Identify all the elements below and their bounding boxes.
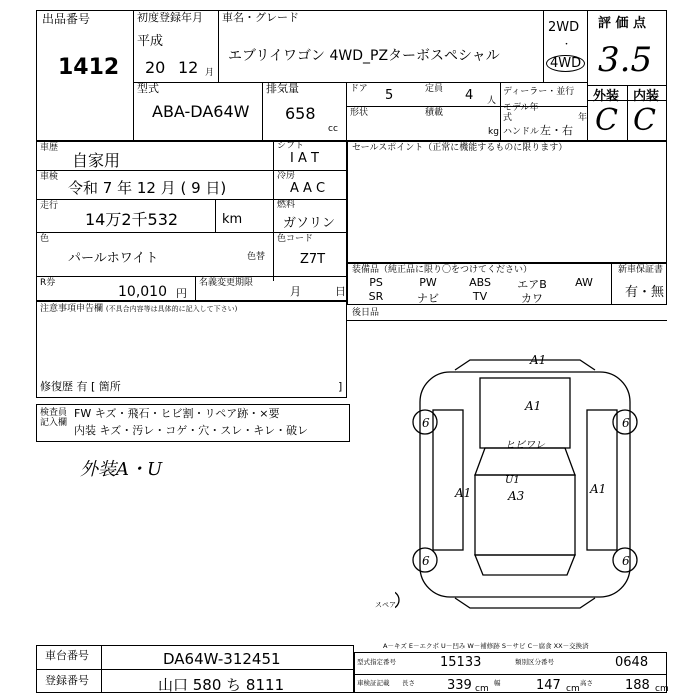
load-unit: kg (488, 127, 499, 137)
divider (500, 82, 501, 141)
drive-dot: ・ (562, 40, 572, 50)
warranty-label: 新車保証書 (618, 265, 664, 275)
color-code: Z7T (300, 252, 326, 267)
mark-tire-fr: 6 (622, 416, 630, 430)
reg-label: 登録番号 (45, 674, 89, 687)
class-label: 類別区分番号 (515, 658, 554, 666)
divider (354, 674, 667, 675)
height: 188 (625, 678, 650, 693)
inspector-line2: 内装 キズ・汚レ・コゲ・穴・スレ・キレ・破レ (74, 424, 309, 437)
lot-number: 1412 (58, 55, 120, 80)
divider (262, 82, 263, 141)
fuel: ガソリン (283, 216, 336, 231)
warranty: 有・無 (625, 285, 665, 300)
divider (346, 82, 347, 141)
tax-month: 月 (290, 285, 301, 298)
handle-label: ハンドル (503, 127, 540, 137)
left-side (433, 410, 463, 550)
tax-day: 日 (335, 285, 346, 298)
rear-bumper (455, 598, 595, 608)
recycle-unit: 円 (176, 287, 187, 300)
capacity-unit: 人 (487, 96, 497, 106)
tax-label: 名義変更期限 (199, 278, 254, 288)
model-code: ABA-DA64W (152, 102, 250, 121)
divider (36, 276, 347, 277)
reg: 山口 580 ち 8111 (158, 676, 285, 694)
divider (347, 320, 667, 321)
era: 平成 (137, 34, 164, 49)
type-label: 型式指定番号 (357, 658, 396, 666)
exterior-grade: C (595, 103, 618, 138)
divider (611, 263, 612, 305)
legend: A－キズ E－エクボ U－凹み W－補修跡 S－サビ C－腐食 XX－交換済 (383, 642, 589, 650)
equipment-item: PW (419, 276, 437, 289)
mark-U1-roof: U1 (505, 475, 520, 486)
capacity-label: 定員 (425, 84, 444, 94)
height-label: 高さ (580, 679, 593, 687)
hood (480, 378, 570, 448)
interior-grade: C (633, 103, 656, 138)
notes-label (40, 304, 237, 314)
color-code-label: 色コード (277, 234, 314, 244)
mark-tire-fl: 6 (422, 416, 430, 430)
shape-label: 形状 (350, 108, 369, 118)
divider (215, 199, 216, 232)
divider (36, 232, 347, 233)
width-unit: cm (566, 684, 580, 694)
displacement: 658 (285, 104, 316, 123)
aircon-label: 冷房 (277, 171, 296, 181)
aircon: A A C (290, 181, 326, 196)
divider (627, 85, 628, 141)
handle: 左・右 (540, 124, 573, 137)
mark-crack-windshield: ヒビワレ (505, 440, 545, 451)
divider (101, 645, 102, 693)
right-side (587, 410, 617, 550)
interior-label: 内装 (633, 89, 660, 104)
model-year-label: モデル年式 (503, 103, 539, 123)
exterior-label: 外装 (593, 89, 620, 104)
mark-tire-rl: 6 (422, 554, 430, 568)
model-code-label: 型式 (137, 82, 159, 95)
windshield (475, 448, 575, 475)
inspector-label: 検査員記入欄 (40, 408, 68, 428)
displacement-unit: cc (328, 124, 338, 134)
model-name-label: 車名・グレード (222, 11, 299, 24)
mark-A1-front: A1 (530, 353, 547, 367)
divider (543, 10, 544, 82)
repair-end: ] (338, 380, 343, 393)
notes-title: 注意事項申告欄 (40, 304, 104, 314)
divider (133, 10, 134, 141)
length: 339 (447, 678, 472, 693)
inspection-label: 車検 (40, 172, 59, 182)
reg-month: 12 (178, 58, 199, 77)
fuel-label: 燃料 (277, 200, 296, 210)
height-unit: cm (655, 684, 669, 694)
repair-label: 修復歴 有 [ 箇所 (40, 380, 121, 393)
divider (273, 141, 274, 281)
equipment-item: TV (472, 290, 488, 303)
reg-year: 20 (145, 58, 166, 77)
recycle: 10,010 (118, 284, 167, 300)
doors-label: ドア (350, 84, 368, 94)
divider (218, 10, 219, 82)
mark-A1-hood: A1 (525, 399, 542, 413)
mark-A1-right: A1 (590, 482, 607, 496)
recycle-label: R券 (40, 278, 56, 288)
equipment-label: 装備品（純正品に限り〇をつけてください） (352, 265, 533, 275)
divider (36, 669, 354, 670)
model-name: エブリイワゴン 4WD_PZターボスペシャル (228, 48, 500, 64)
notes-sub: (不具合内容等は具体的に記入して下さい) (105, 305, 238, 313)
width-label: 幅 (494, 679, 501, 687)
inspection: 令和 7 年 12 月 ( 9 日) (68, 179, 227, 197)
equipment-item: PS (369, 276, 383, 289)
month-unit: 月 (205, 68, 215, 78)
rear-label: 後日品 (352, 308, 380, 318)
type-no: 15133 (440, 655, 482, 670)
history: 自家用 (72, 151, 121, 170)
divider (133, 82, 587, 83)
equipment-item: カワ (521, 292, 543, 305)
mileage-unit: km (222, 212, 243, 227)
spare-label: スペア (375, 601, 396, 609)
mark-tire-rr: 6 (622, 554, 630, 568)
car-diagram (395, 350, 675, 620)
divider (36, 199, 347, 200)
shift: I A T (290, 151, 319, 166)
displacement-label: 排気量 (266, 82, 299, 95)
inspector-line1: FW キズ・飛石・ヒビ割・リペア跡・×要 (74, 407, 280, 420)
front-bumper (455, 360, 595, 370)
equipment-item: ABS (469, 276, 491, 289)
doors: 5 (385, 88, 394, 103)
dealer-label: ディーラー・並行 (503, 87, 575, 97)
equipment-item: エアB (517, 278, 547, 291)
first-reg-label: 初度登録年月 (137, 11, 203, 24)
color-no-label: 色替 (247, 252, 266, 262)
drive-2wd: 2WD (548, 20, 580, 35)
mileage-label: 走行 (40, 201, 59, 211)
mark-A1-left: A1 (455, 486, 472, 500)
width: 147 (536, 678, 561, 693)
equipment-item: AW (575, 276, 593, 289)
divider (36, 170, 347, 171)
color-label: 色 (40, 234, 50, 244)
divider (346, 106, 587, 107)
mileage: 14万2千532 (85, 210, 179, 229)
capacity: 4 (465, 88, 474, 103)
sales-points-label: セールスポイント（正常に機能するものに限ります） (352, 143, 568, 153)
score-value: 3.5 (598, 40, 653, 80)
sales-points-frame (347, 141, 667, 263)
divider (195, 276, 196, 301)
roof (475, 475, 575, 555)
length-unit: cm (475, 684, 489, 694)
history-label: 車歴 (40, 143, 59, 153)
drive-4wd: 4WD (546, 55, 585, 72)
handwritten-note: 外装A・U (80, 459, 163, 480)
chassis-label: 車台番号 (45, 649, 89, 662)
shift-label: シフト (277, 141, 305, 151)
length-label: 長さ (402, 679, 415, 687)
mark-A3-roof: A3 (508, 489, 525, 503)
score-label: 評 価 点 (598, 16, 647, 31)
class-no: 0648 (615, 655, 649, 670)
color: パールホワイト (68, 251, 159, 266)
load-label: 積載 (425, 108, 444, 118)
lot-label: 出品番号 (42, 12, 91, 26)
model-year-unit: 年 (578, 113, 588, 123)
equipment-item: SR (368, 290, 384, 303)
equipment-item: ナビ (417, 292, 439, 305)
chassis: DA64W-312451 (163, 650, 281, 668)
rear-window (475, 555, 575, 575)
cert-label: 車検証記載 (357, 679, 390, 687)
divider (587, 10, 588, 141)
